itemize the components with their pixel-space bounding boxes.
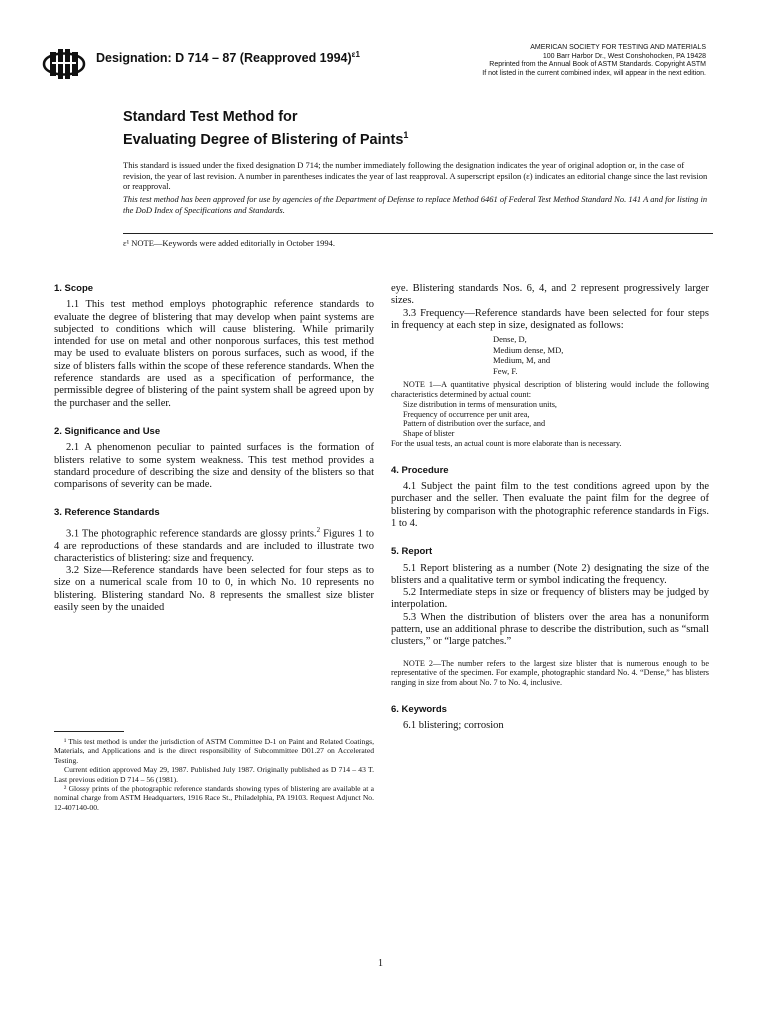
paragraph: 4.1 Subject the paint film to the test conditions agreed upon by the purchaser and the seller. Then evaluate the paint film for the degree of blistering by comparison with the photographic reference standards in Figs. 1 to 4. bbox=[391, 481, 709, 529]
list-item: Medium dense, MD, bbox=[493, 344, 564, 355]
list-item: Few, F. bbox=[493, 365, 518, 376]
paragraph: 3.2 Size—Reference standards have been selected for four steps as to size on a numerical scale from 10 to 0, in which No. 10 represents no blistering. Blistering standard No. 8 represents the smallest size blister easily seen by the unaided bbox=[54, 565, 374, 614]
section-heading: 5. Report bbox=[391, 546, 433, 558]
section-heading: 4. Procedure bbox=[391, 464, 449, 476]
right-column bbox=[391, 283, 709, 733]
footnote: ² Glossy prints of the photographic reference standards showing types of blistering are available at a nominal charge from ASTM Headquarters, 1916 Race St., Philadelphia, PA 19103. Request Adjunct No. 12-407140-00. bbox=[54, 784, 374, 812]
footnote: ¹ This test method is under the jurisdiction of ASTM Committee D-1 on Paint and Related Coatings, Materials, and Applications and is the direct responsibility of Subcommittee D01.27 on Accelerated Testing. bbox=[54, 737, 374, 765]
paragraph: 1.1 This test method employs photographic reference standards to evaluate the degree of blistering that may develop when paint systems are subjected to conditions which will cause blistering. While primarily intended for use on metal and other nonporous surfaces, this test method may be used to evaluate blisters on porous surfaces, such as wood, if the size of blisters falls within the scope of these reference standards. When the reference standards are used as a specification of performance, the permissible degree of blistering of the paint system shall be agreed upon by the purchaser and the seller. bbox=[54, 299, 374, 409]
footnote: Current edition approved May 29, 1987. Published July 1987. Originally published as D 714 – 43 T. Last previous edition D 714 – 56 (1981). bbox=[54, 765, 374, 784]
paragraph: 5.3 When the distribution of blisters over the area has a nonuniform pattern, use an additional phrase to describe the distribution, such as “small clusters,” or “large patches.” bbox=[391, 611, 709, 648]
publisher-info: AMERICAN SOCIETY FOR TESTING AND MATERIALS 100 Barr Harbor Dr., West Conshohocken, PA 19428 Reprinted from the Annual Book of ASTM Standards. Copyright ASTM If not listed in the current combined index, will appear in the next edition. bbox=[482, 44, 706, 77]
list-item: Dense, D, bbox=[493, 334, 527, 345]
paragraph: 5.1 Report blistering as a number (Note 2) designating the size of the blisters and a qualitative term or symbol indicating the frequency. bbox=[391, 562, 709, 586]
designation: Designation: D 714 – 87 (Reapproved 1994)$^{\varepsilon 1}$ bbox=[96, 50, 360, 66]
document-title: Standard Test Method for Evaluating Degree of Blistering of Paints$^1$ bbox=[123, 109, 409, 148]
dod-approval-statement: This test method has been approved for use by agencies of the Department of Defense to replace Method 6461 of Federal Test Method Standard No. 141 A and for listing in the DoD Index of Specifications and Standards. bbox=[123, 194, 708, 215]
footnotes bbox=[54, 737, 374, 812]
note-1: NOTE 1—A quantitative physical description of blistering would include the following characteristics determined by actual count: Size distribution in terms of mensuration units, Frequency of occurrence per unit area, Pattern of distribution over the surface, and Shape of blister For the usual tests, an actual count is more elaborate than is necessary. bbox=[391, 380, 709, 448]
left-column bbox=[54, 283, 374, 614]
paragraph: 3.3 Frequency—Reference standards have been selected for four steps in frequency at each step in size, designated as follows: bbox=[391, 307, 709, 331]
section-heading: 6. Keywords bbox=[391, 704, 447, 716]
issued-statement: This standard is issued under the fixed designation D 714; the number immediately following the designation indicates the year of original adoption or, in the case of revision, the year of last revision. A number in parentheses indicates the year of last reapproval. A superscript epsilon (ε) indicates an editorial change since the last revision or reapproval. bbox=[123, 160, 708, 191]
list-item: Pattern of distribution over the surface, and bbox=[403, 419, 546, 429]
list-item: Frequency of occurrence per unit area, bbox=[403, 409, 530, 419]
editorial-note: ε¹ NOTE—Keywords were added editorially in October 1994. bbox=[123, 238, 335, 248]
section-heading: 3. Reference Standards bbox=[54, 507, 160, 519]
list-item: Size distribution in terms of mensuration units, bbox=[403, 399, 557, 409]
footnote-divider bbox=[54, 731, 124, 732]
paragraph: eye. Blistering standards Nos. 6, 4, and 2 represent progressively larger sizes. bbox=[391, 283, 709, 307]
astm-logo bbox=[38, 44, 90, 84]
note-2: NOTE 2—The number refers to the largest size blister that is numerous enough to be representative of the specimen. For example, photographic standard No. 4. “Dense,” has blisters ranging in size from about No. 7 to No. 4, inclusive. bbox=[391, 658, 709, 688]
divider bbox=[123, 233, 713, 234]
paragraph: 3.1 The photographic reference standards are glossy prints.$^2$ Figures 1 to 4 are reproductions of these standards and are included to illustrate two characteristics of blistering: size and frequency. bbox=[54, 525, 375, 564]
paragraph: 5.2 Intermediate steps in size or frequency of blisters may be judged by interpolation. bbox=[391, 587, 709, 611]
list-item: Medium, M, and bbox=[493, 355, 551, 366]
paragraph: 6.1 blistering; corrosion bbox=[403, 720, 504, 732]
list-item: Shape of blister bbox=[403, 429, 455, 439]
section-heading: 1. Scope bbox=[54, 283, 94, 294]
paragraph: 2.1 A phenomenon peculiar to painted surfaces is the formation of blisters relative to some system weakness. This test method provides a standard procedure of describing the size and density of the blisters so that comparisons of severity can be made. bbox=[54, 442, 374, 491]
section-heading: 2. Significance and Use bbox=[54, 425, 161, 437]
frequency-list bbox=[493, 334, 709, 376]
page-number: 1 bbox=[378, 958, 383, 969]
